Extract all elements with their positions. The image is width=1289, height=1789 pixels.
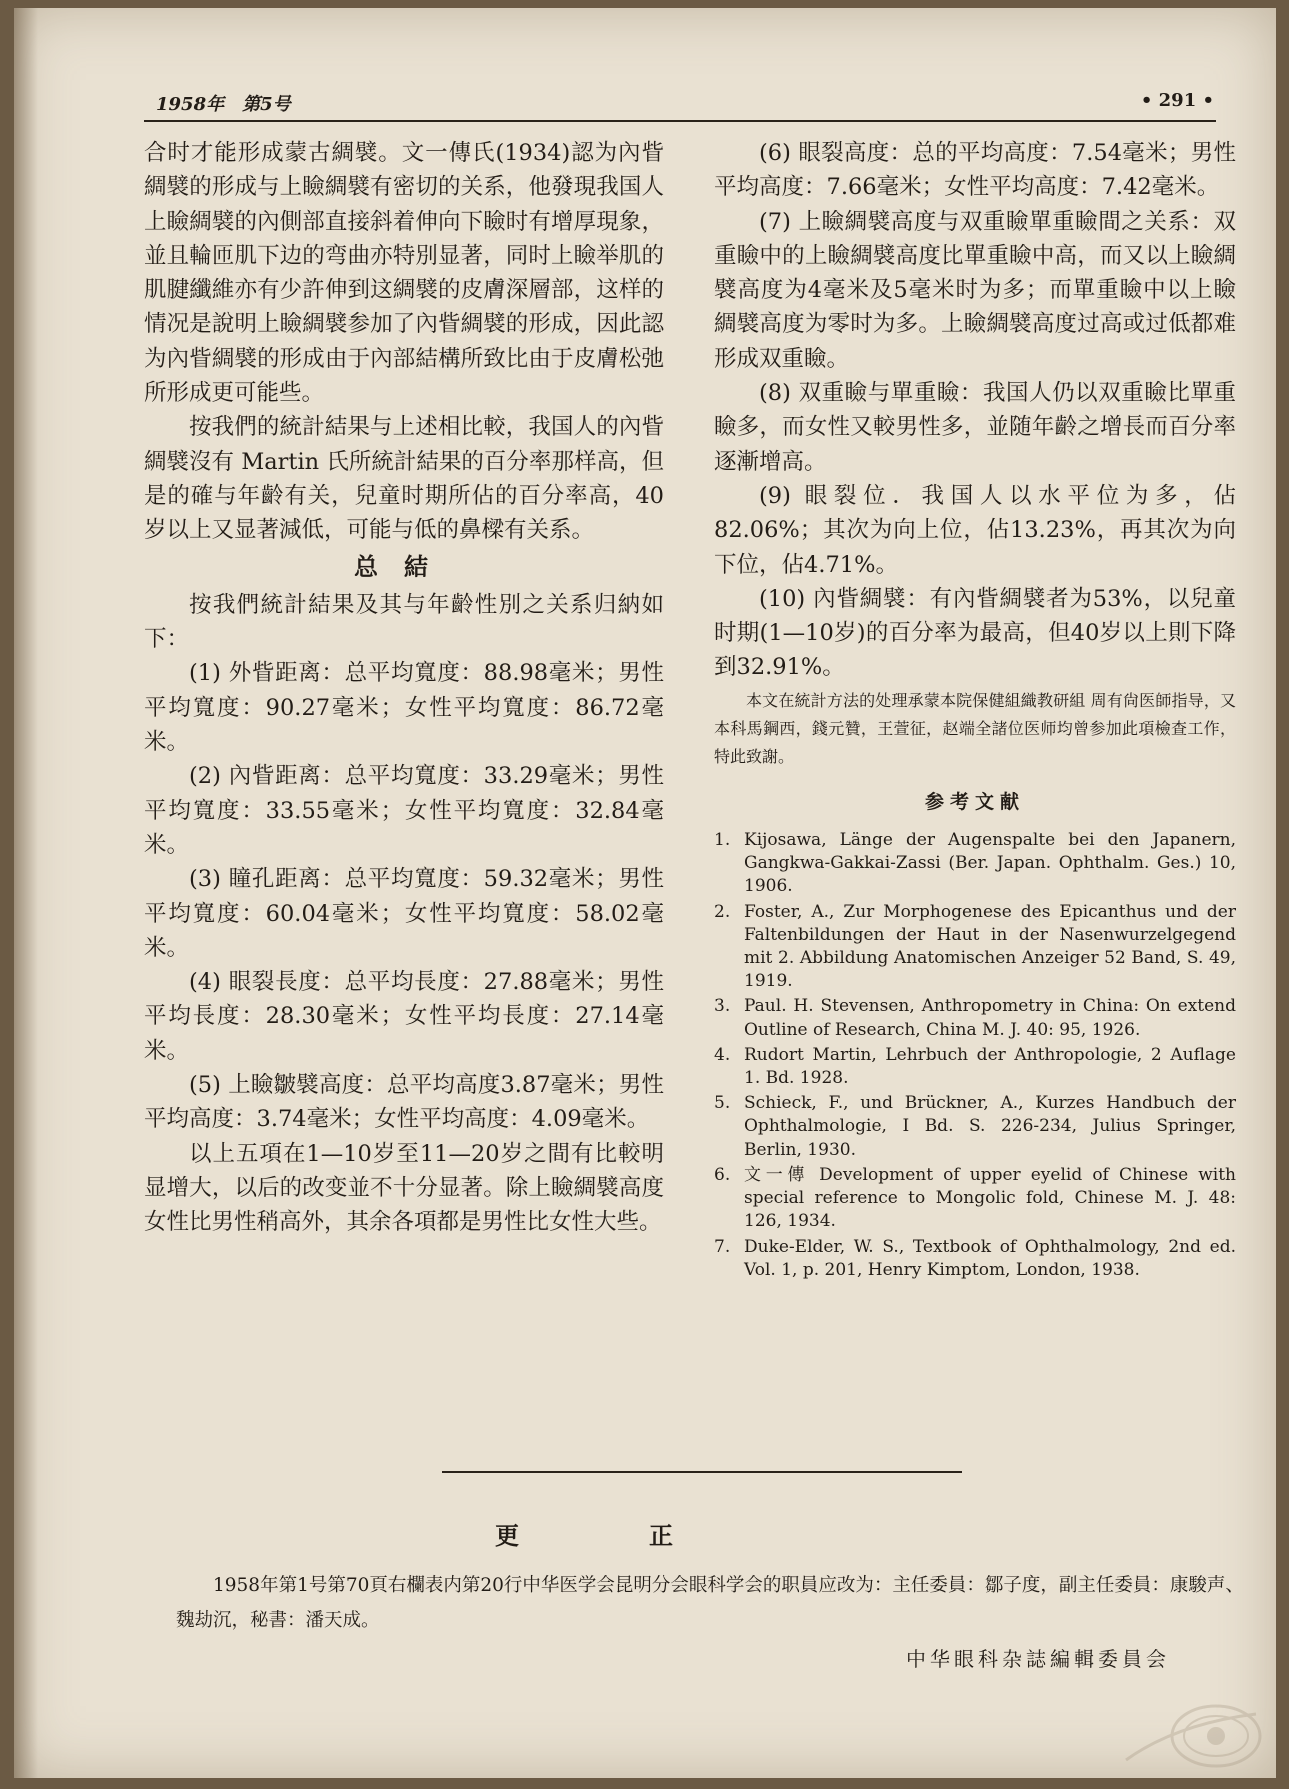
reference-item: [714, 1164, 1236, 1234]
reference-number: 5.: [714, 1093, 731, 1114]
summary-closing: 以上五項在1—10岁至11—20岁之間有比較明显增大，以后的改变並不十分显著。除上瞼綢襞高度女性比男性稍高外，其余各項都是男性比女性大些。: [144, 1140, 664, 1236]
reference-text: Duke-Elder, W. S., Textbook of Ophthalmology, 2nd ed. Vol. 1, p. 201, Henry Kimptom, London, 1938.: [744, 1236, 1236, 1280]
summary-intro: 按我們統計結果及其与年齡性別之关系归納如下：: [144, 591, 664, 653]
erratum-signature: 中华眼科杂誌編輯委員会: [906, 1647, 1170, 1671]
summary-item: (8) 双重瞼与單重瞼：我国人仍以双重瞼比單重瞼多，而女性又較男性多，並随年齡之增長而百分率逐漸增高。: [714, 380, 1236, 475]
left-column: [144, 136, 664, 1240]
reference-item: [714, 1044, 1236, 1090]
reference-item: [714, 1236, 1236, 1282]
reference-number: 7.: [714, 1236, 731, 1257]
paragraph: 合时才能形成蒙古綢襞。文一傳氏(1934)認为內眥綢襞的形成与上瞼綢襞有密切的关系，他發現我国人上瞼綢襞的內側部直接斜着伸向下瞼时有增厚現象，並且輪匝肌下边的弯曲亦特別显著，同时上瞼举肌的肌腱纖維亦有少許伸到这綢襞的皮膚深層部，这样的情况是說明上瞼綢襞参加了內眥綢襞的形成，因此認为內眥綢襞的形成由于內部結構所致比由于皮膚松弛所形成更可能些。: [144, 140, 664, 407]
right-column: [714, 136, 1236, 1284]
page-spine-shadow: [14, 8, 38, 1778]
reference-text: Rudort Martin, Lehrbuch der Anthropologie, 2 Auflage 1. Bd. 1928.: [744, 1044, 1236, 1089]
reference-number: 2.: [714, 901, 731, 922]
running-header: [156, 90, 1214, 116]
reference-item: [714, 829, 1236, 899]
summary-item: (1) 外眥距离：总平均寬度：88.98毫米；男性平均寬度：90.27毫米；女性平均寬度：86.72毫米。: [144, 660, 664, 756]
library-stamp-watermark: [1116, 1694, 1266, 1772]
summary-item: (9) 眼裂位．我国人以水平位为多，佔82.06%；其次为向上位，佔13.23%，再其次为向下位，佔4.71%。: [714, 482, 1236, 578]
erratum-title: 更正: [495, 1521, 803, 1550]
reference-item: [714, 995, 1236, 1041]
summary-item: (4) 眼裂長度：总平均長度：27.88毫米；男性平均長度：28.30毫米；女性平均長度：27.14毫米。: [144, 969, 664, 1064]
reference-number: 3.: [714, 996, 731, 1017]
summary-item: (7) 上瞼綢襞高度与双重瞼單重瞼間之关系：双重瞼中的上瞼綢襞高度比單重瞼中高，而又以上瞼綢襞高度为4毫米及5毫米时为多；而單重瞼中以上瞼綢襞高度为零时为多。上瞼綢襞高度过高或过低都难形成双重瞼。: [714, 208, 1236, 372]
issue-label: 1958年 第5号: [156, 94, 291, 115]
reference-text: 文一傳 Development of upper eyelid of Chinese with special reference to Mongolic fold, Chinese M. J. 48: 126, 1934.: [744, 1164, 1236, 1232]
summary-item: (2) 內眥距离：总平均寬度：33.29毫米；男性平均寬度：33.55毫米；女性平均寬度：32.84毫米。: [144, 763, 664, 858]
summary-item: (5) 上瞼皺襞高度：总平均高度3.87毫米；男性平均高度：3.74毫米；女性平均高度：4.09毫米。: [144, 1072, 664, 1133]
reference-item: [714, 1092, 1236, 1162]
section-divider: [442, 1471, 962, 1473]
reference-text: Schieck, F., und Brückner, A., Kurzes Handbuch der Ophthalmologie, I Bd. S. 226-234, Julius Springer, Berlin, 1930.: [744, 1093, 1236, 1160]
reference-text: Paul. H. Stevensen, Anthropometry in China: On extend Outline of Research, China M. J. 40: 95, 1926.: [744, 996, 1236, 1040]
reference-text: Kijosawa, Länge der Augenspalte bei den Japanern, Gangkwa-Gakkai-Zassi (Ber. Japan. Ophthalm. Ges.) 10, 1906.: [744, 830, 1236, 897]
paragraph: 按我們的統計結果与上述相比較，我国人的內眥綢襞沒有 Martin 氏所統計結果的百分率那样高，但是的確与年齡有关，兒童时期所佔的百分率高，40岁以上又显著減低，可能与低的鼻樑有关系。: [144, 414, 664, 544]
reference-number: 4.: [714, 1044, 731, 1065]
header-rule: [144, 120, 1216, 122]
acknowledgement: 本文在統計方法的处理承蒙本院保健組織教研組 周有尙医師指导，又本科馬鋼西，錢元贊，王萱征，赵端全諸位医师均曾参加此項檢查工作，特此致謝。: [714, 690, 1236, 766]
summary-title: 总結: [354, 551, 454, 581]
reference-text: Foster, A., Zur Morphogenese des Epicanthus und der Faltenbildungen der Haut in der Nasenwurzelgegend mit 2. Abbildung Anatomischen Anzeiger 52 Band, S. 49, 1919.: [744, 901, 1236, 992]
page-number: • 291 •: [1140, 90, 1214, 111]
summary-item: (10) 內眥綢襞：有內眥綢襞者为53%，以兒童时期(1—10岁)的百分率为最高，但40岁以上則下降到32.91%。: [714, 585, 1236, 681]
references-title: 参考文献: [924, 790, 1025, 813]
reference-item: [714, 901, 1236, 994]
erratum-body: 1958年第1号第70頁右欄表内第20行中华医学会昆明分会眼科学会的职員应改为：主任委員：鄒子度，副主任委員：康駿声、魏劫沉，秘書：潘天成。: [176, 1575, 1244, 1631]
journal-page: [14, 8, 1276, 1778]
summary-item: (3) 瞳孔距离：总平均寬度：59.32毫米；男性平均寬度：60.04毫米；女性平均寬度：58.02毫米。: [144, 866, 664, 961]
references-list: [714, 829, 1236, 1282]
reference-number: 6.: [714, 1164, 731, 1185]
summary-item: (6) 眼裂高度：总的平均高度：7.54毫米；男性平均高度：7.66毫米；女性平均高度：7.42毫米。: [714, 140, 1236, 201]
reference-number: 1.: [714, 830, 731, 851]
